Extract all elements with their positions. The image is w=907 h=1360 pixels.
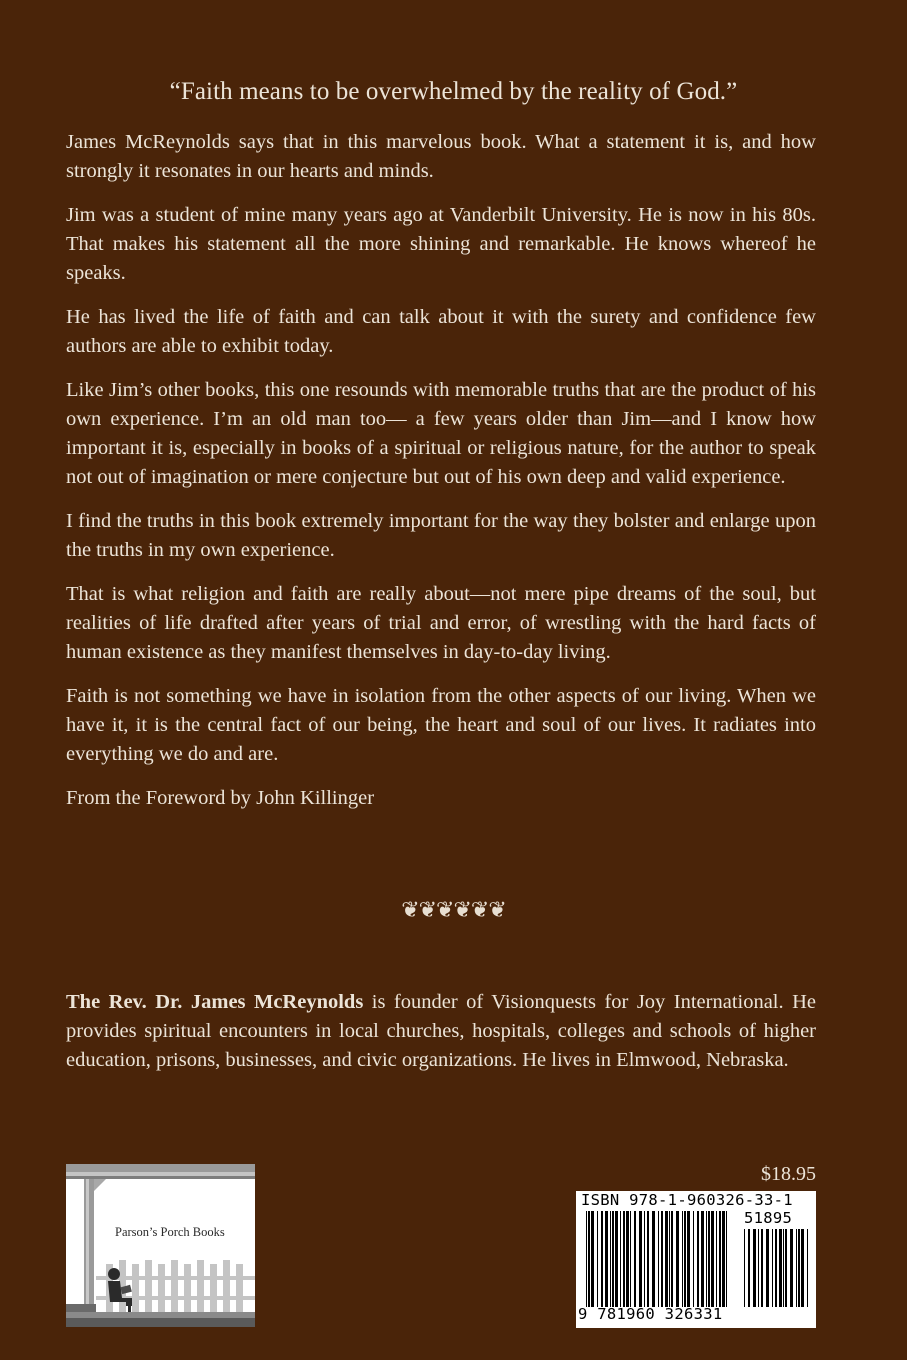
barcode-price-code: 51895 [744, 1209, 793, 1227]
isbn-barcode [576, 1191, 816, 1328]
author-bio [66, 988, 816, 1075]
porch-illustration [66, 1164, 255, 1327]
paragraph: James McReynolds says that in this marvelous book. What a statement it is, and how strongly it resonates in our hearts and minds. [66, 131, 816, 182]
author-bio-text: is founder of Visionquests for Joy International. He provides spiritual encounters in local churches, hospitals, colleges and schools of higher education, prisons, businesses, and civic organizations. He lives in Elmwood, Nebraska. [66, 991, 816, 1071]
publisher-name: Parson’s Porch Books [115, 1225, 225, 1239]
paragraph: Like Jim’s other books, this one resounds with memorable truths that are the product of his own experience. I’m an old man too— a few years older than Jim—and I know how important it is, especially in books of a spiritual or religious nature, for the author to speak not out of imagination or mere conjecture but out of his own deep and valid experience. [66, 379, 816, 488]
paragraph: He has lived the life of faith and can talk about it with the surety and confidence few authors are able to exhibit today. [66, 306, 816, 357]
pull-quote: “Faith means to be overwhelmed by the reality of God.” [169, 78, 738, 105]
paragraph: I find the truths in this book extremely important for the way they bolster and enlarge upon the truths in my own experience. [66, 510, 816, 561]
paragraph: Jim was a student of mine many years ago at Vanderbilt University. He is now in his 80s. That makes his statement all the more shining and remarkable. He knows whereof he speaks. [66, 204, 816, 284]
addon-barcode-bars [744, 1229, 812, 1307]
ornament-divider: ❦❦❦❦❦❦ [401, 897, 506, 922]
publisher-logo [66, 1164, 255, 1327]
isbn-label: ISBN 978-1-960326-33-1 [581, 1191, 793, 1209]
author-name: The Rev. Dr. James McReynolds [66, 991, 364, 1013]
paragraph: Faith is not something we have in isolation from the other aspects of our living. When we have it, it is the central fact of our being, the heart and soul of our lives. It radiates into everything we do and are. [66, 685, 816, 765]
price: $18.95 [761, 1163, 816, 1185]
ean-digits: 9 781960 326331 [578, 1305, 723, 1323]
foreword-excerpt [66, 128, 816, 828]
paragraph: That is what religion and faith are really about—not mere pipe dreams of the soul, but realities of life drafted after years of trial and error, of wrestling with the hard facts of human existence as they manifest themselves in day-to-day living. [66, 583, 816, 663]
barcode-bars [586, 1211, 731, 1307]
foreword-attribution: From the Foreword by John Killinger [66, 787, 375, 809]
